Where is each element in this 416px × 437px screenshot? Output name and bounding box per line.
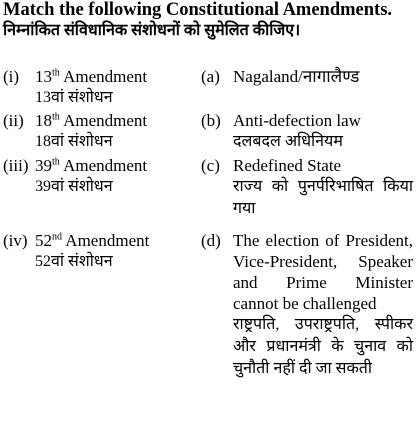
match-row [3,110,413,153]
ordinal-suffix: th [52,67,60,79]
match-row [3,155,413,220]
amendment-word: Amendment [59,156,148,175]
option-block [233,230,413,380]
match-table [3,66,413,382]
option-text-hindi: राज्य को पुनर्परिभाषित किया गया [233,178,413,217]
question-title-hindi: निम्नांकित संविधानिक संशोधनों को सुमेलित कीजिए। [3,22,301,39]
amendment-name-hindi: 13वां संशोधन [35,89,113,106]
item-number: (iv) [3,231,28,250]
amendment-number: 18 [35,111,52,130]
amendment-name [35,230,201,251]
item-number: (ii) [3,111,24,130]
item-number: (iii) [3,156,29,175]
option-text: Nagaland/नागालैण्ड [233,67,360,86]
option-letter: (b) [201,111,221,130]
option-block [233,155,413,220]
option-text: Redefined State [233,156,342,175]
option-column [201,230,413,380]
amendment-word: Amendment [62,231,150,250]
amendment-name-hindi: 52वां संशोधन [35,253,113,270]
amendment-column [3,155,201,220]
option-block [233,110,413,153]
option-column [201,155,413,220]
option-letter: (a) [201,67,220,86]
amendment-number: 39 [35,156,52,175]
amendment-number: 13 [35,67,52,86]
match-row [3,66,413,108]
amendment-word: Amendment [59,111,148,130]
amendment-word: Amendment [59,67,148,86]
amendment-name-hindi: 39वां संशोधन [35,178,113,195]
option-text-hindi: राष्ट्रपति, उपराष्ट्रपति, स्पीकर और प्रधानमंत्री के चुनाव को चुनौती नहीं दी जा सकती [233,316,413,377]
option-block [233,66,413,108]
amendment-number: 52 [35,231,52,250]
option-letter: (d) [201,231,221,250]
amendment-name [35,155,201,176]
amendment-block [35,66,201,108]
amendment-name [35,66,201,87]
ordinal-suffix: nd [52,231,62,243]
ordinal-suffix: th [52,156,60,168]
question-header [3,0,413,42]
option-letter: (c) [201,156,220,175]
option-text-hindi: दलबदल अधिनियम [233,133,343,150]
option-text: The election of President, Vice-President, Speaker and Prime Minister cannot be challenged [233,231,413,313]
match-row [3,230,413,380]
amendment-name-hindi: 18वां संशोधन [35,133,113,150]
option-column [201,110,413,153]
option-text: Anti-defection law [233,111,361,130]
amendment-block [35,155,201,220]
ordinal-suffix: th [52,111,60,123]
question-title: Match the following Constitutional Amendments. [3,0,393,20]
amendment-name [35,110,201,131]
amendment-block [35,230,201,380]
amendment-column [3,110,201,153]
amendment-column [3,66,201,108]
amendment-block [35,110,201,153]
amendment-column [3,230,201,380]
option-column [201,66,413,108]
item-number: (i) [3,67,20,86]
